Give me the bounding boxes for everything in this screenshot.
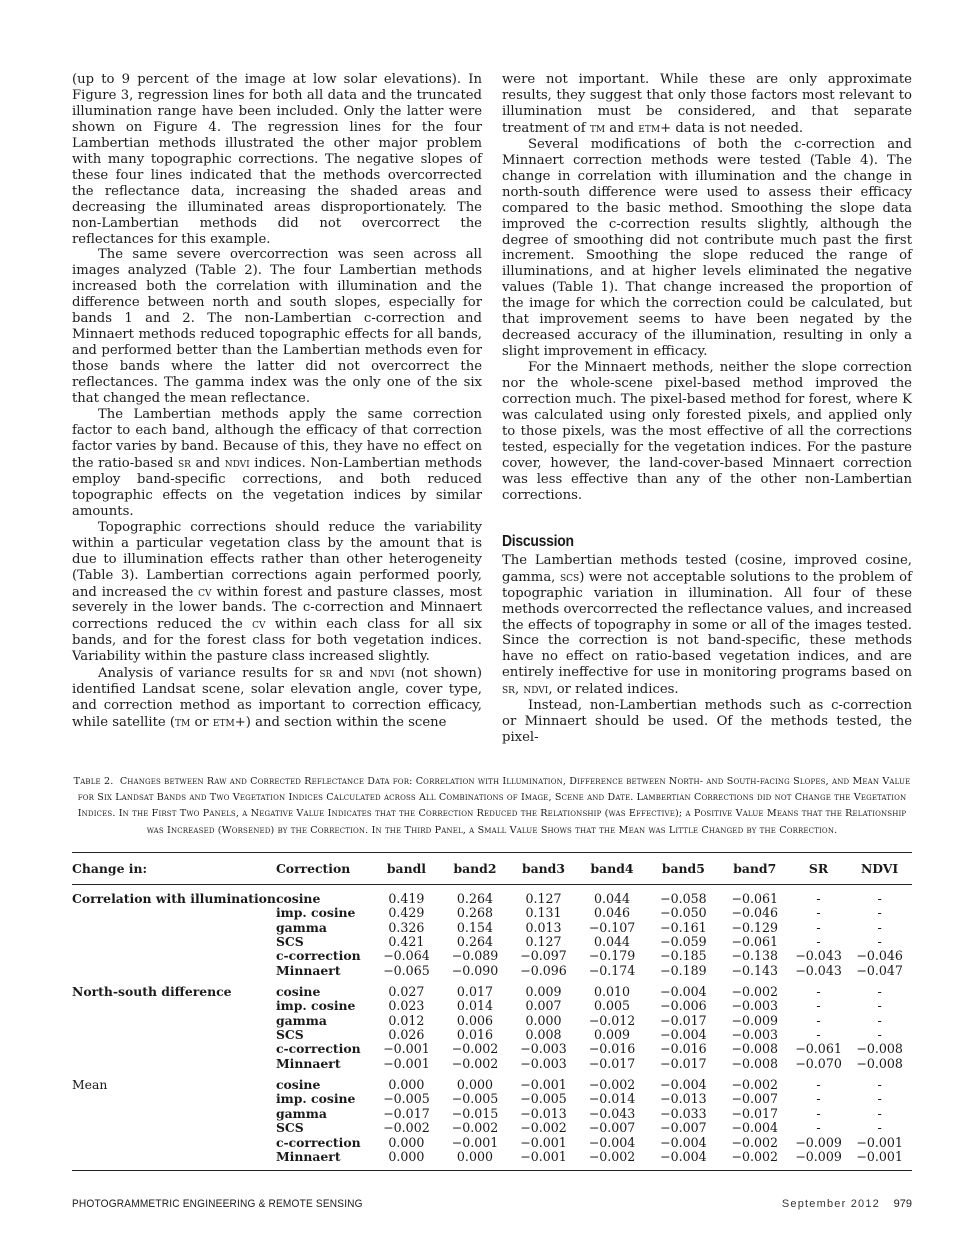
table-cell: −0.003 xyxy=(731,1027,778,1043)
left-paragraph: The Lambertian methods apply the same correction factor to each band, although the efficacy of that correction factor varies by band. Because of this, they have no effect on the ratio-based sr and ndvi indices. Non-Lambertian methods employ band-specific corrections, and both reduced topographic effects on the vegetation indices by similar amounts. xyxy=(72,407,482,519)
panel-label xyxy=(72,935,276,949)
table-cell: −0.017 xyxy=(660,1055,707,1071)
table-panel xyxy=(72,885,912,979)
table-cell: −0.001 xyxy=(383,1041,430,1057)
panel-label xyxy=(72,999,276,1013)
correction-method: gamma xyxy=(275,919,327,935)
table-cell: 0.017 xyxy=(456,984,493,1000)
table-cell: −0.043 xyxy=(795,948,842,964)
table-cell: - xyxy=(877,1091,882,1107)
table-cell: −0.004 xyxy=(660,1077,707,1093)
table-row xyxy=(72,1150,912,1171)
table-panel xyxy=(72,1071,912,1171)
table-cell: −0.033 xyxy=(660,1105,707,1121)
page-footer xyxy=(72,1198,912,1218)
table-cell: - xyxy=(816,934,821,950)
table-cell: −0.161 xyxy=(660,919,707,935)
table-cell: −0.001 xyxy=(383,1055,430,1071)
table-cell: −0.003 xyxy=(520,1055,567,1071)
table-cell: - xyxy=(816,919,821,935)
table-cell: 0.010 xyxy=(593,984,631,1000)
correction-method: gamma xyxy=(275,1012,327,1028)
table-cell: −0.107 xyxy=(588,919,636,935)
table-cell: - xyxy=(877,1027,882,1043)
table-cell: −0.001 xyxy=(856,1134,903,1150)
table-cell: −0.004 xyxy=(660,1148,707,1164)
table-cell: −0.096 xyxy=(520,962,567,978)
table-cell: 0.000 xyxy=(388,1134,425,1150)
column-header: band3 xyxy=(521,861,565,876)
table-cell: −0.043 xyxy=(795,962,842,978)
panel-label xyxy=(72,1092,276,1106)
table-cell: −0.097 xyxy=(520,948,567,964)
table-cell: - xyxy=(877,1105,882,1121)
correction-method: c-correction xyxy=(275,1041,361,1057)
table-cell: - xyxy=(877,1120,882,1136)
table-cell: −0.004 xyxy=(660,1027,707,1043)
panel-label xyxy=(72,1042,276,1056)
table-cell: −0.061 xyxy=(731,934,778,950)
table-cell: 0.326 xyxy=(388,919,425,935)
table-cell: −0.090 xyxy=(451,962,499,978)
results-paragraph: For the Minnaert methods, neither the slope correction nor the whole-scene pixel-based method improved the correction much. The pixel-based method for forest, where K was calculated using only forested pixels, and applied only to those pixels, was the most effective of all the corrections tested, especially for the vegetation indices. For the pasture cover, however, the land-cover-based Minnaert correction was less effective than any of the other non-Lambertian corrections. xyxy=(502,360,912,503)
table-row xyxy=(72,1107,912,1121)
table-cell: −0.046 xyxy=(856,948,903,964)
table-row xyxy=(72,999,912,1013)
table-cell: −0.089 xyxy=(451,948,499,964)
table-cell: −0.005 xyxy=(383,1091,430,1107)
table-cell: 0.027 xyxy=(388,984,425,1000)
column-header: SR xyxy=(808,861,829,876)
table-row xyxy=(72,1014,912,1028)
correction-method: cosine xyxy=(275,984,321,1000)
table-cell: −0.043 xyxy=(588,1105,636,1121)
table-cell: −0.046 xyxy=(731,905,778,921)
table-cell: 0.044 xyxy=(593,891,631,906)
table-cell: - xyxy=(816,998,821,1014)
left-text-column xyxy=(72,72,482,731)
left-paragraph: The same severe overcorrection was seen across all images analyzed (Table 2). The four Lambertian methods increased both the correlation with illumination and the difference between north and south slopes, especially for bands 1 and 2. The non-Lambertian c-correction and Minnaert methods reduced topographic effects for all bands, and performed better than the Lambertian methods even for those bands where the latter did not overcorrect the reflectances. The gamma index was the only one of the six that changed the mean reflectance. xyxy=(72,247,482,407)
table-cell: 0.000 xyxy=(388,1148,425,1164)
table-cell: −0.002 xyxy=(731,984,778,1000)
table-cell: −0.185 xyxy=(660,948,707,964)
table-cell: −0.002 xyxy=(451,1120,499,1136)
table-cell: −0.006 xyxy=(660,998,707,1014)
table-cell: −0.058 xyxy=(660,891,707,906)
table-cell: 0.009 xyxy=(525,984,562,1000)
table-cell: −0.015 xyxy=(451,1105,499,1121)
table-row xyxy=(72,885,912,907)
column-header: Correction xyxy=(275,861,351,876)
table-panel xyxy=(72,978,912,1071)
discussion-body xyxy=(502,553,912,746)
table-cell: 0.127 xyxy=(525,891,562,906)
column-header: band2 xyxy=(453,861,497,876)
left-paragraph: Topographic corrections should reduce the variability within a particular vegetation class by the amount that is due to illumination effects rather than other heterogeneity (Table 3). Lambertian corrections again performed poorly, and increased the cv within forest and pasture classes, most severely in the lower bands. The c-correction and Minnaert corrections reduced the cv within each class for all six bands, and for the forest class for both vegetation indices. Variability within the pasture class increased slightly. xyxy=(72,519,482,665)
table-cell: −0.143 xyxy=(731,962,778,978)
table-cell: −0.007 xyxy=(588,1120,636,1136)
correction-method: SCS xyxy=(275,1120,304,1136)
discussion-heading: Discussion xyxy=(502,532,574,550)
table-cell: 0.046 xyxy=(593,905,631,921)
table-cell: - xyxy=(877,934,882,950)
table-header-row xyxy=(72,853,912,885)
discussion-paragraph: The Lambertian methods tested (cosine, improved cosine, gamma, scs) were not acceptable solutions to the problem of topographic variation in illumination. All four of these methods overcorrected the reflectance values, and increased the effects of topography in some or all of the images tested. Since the correction is not band-specific, these methods have no effect on ratio-based vegetation indices, and are entirely ineffective for use in monitoring programs based on sr, ndvi, or related indices. xyxy=(502,552,912,698)
table-cell: - xyxy=(816,1012,821,1028)
table-cell: - xyxy=(877,891,882,906)
correction-method: SCS xyxy=(275,934,304,950)
table-row xyxy=(72,1028,912,1042)
panel-label xyxy=(72,1150,276,1171)
table-cell: −0.004 xyxy=(660,984,707,1000)
table-cell: −0.002 xyxy=(731,1148,778,1164)
table-cell: 0.016 xyxy=(456,1027,493,1043)
table-cell: −0.061 xyxy=(731,891,778,906)
table-cell: 0.419 xyxy=(388,891,425,906)
table-cell: −0.008 xyxy=(731,1041,778,1057)
table-cell: −0.017 xyxy=(660,1012,707,1028)
table-cell: −0.174 xyxy=(588,962,636,978)
table-cell: −0.008 xyxy=(856,1055,903,1071)
table-row xyxy=(72,1136,912,1150)
table-row xyxy=(72,1071,912,1092)
table-cell: 0.268 xyxy=(456,905,493,921)
table-cell: - xyxy=(816,905,821,921)
panel-label xyxy=(72,964,276,978)
table-cell: - xyxy=(877,998,882,1014)
panel-label: Mean xyxy=(72,1077,108,1093)
table-cell: - xyxy=(816,1091,821,1107)
table-cell: −0.017 xyxy=(588,1055,636,1071)
panel-label xyxy=(72,1121,276,1135)
table-cell: −0.001 xyxy=(856,1148,903,1164)
table-cell: −0.059 xyxy=(660,934,707,950)
table-cell: 0.013 xyxy=(525,919,562,935)
table-cell: 0.421 xyxy=(388,934,425,950)
table-cell: −0.001 xyxy=(451,1134,499,1150)
table-cell: 0.000 xyxy=(525,1012,562,1028)
column-header: bandl xyxy=(386,861,426,876)
left-paragraph: Analysis of variance results for sr and ndvi (not shown) identified Landsat scene, solar elevation angle, cover type, and correction method as important to correction efficacy, while satellite (tm or etm+) and section within the scene xyxy=(72,665,482,731)
correction-method: Minnaert xyxy=(275,962,341,978)
table-cell: −0.012 xyxy=(588,1012,636,1028)
table-cell: −0.002 xyxy=(383,1120,430,1136)
left-paragraph: (up to 9 percent of the image at low solar elevations). In Figure 3, regression lines for both all data and the truncated illumination range have been included. Only the latter were shown on Figure 4. The regression lines for the four Lambertian methods illustrated the other major problem with many topographic corrections. The negative slopes of these four lines indicated that the methods overcorrected the reflectance data, increasing the shaded areas and decreasing the illuminated areas disproportionately. The non-Lambertian methods did not overcorrect the reflectances for this example. xyxy=(72,72,482,247)
panel-label xyxy=(72,1107,276,1121)
table-cell: −0.001 xyxy=(520,1148,567,1164)
table-cell: 0.000 xyxy=(388,1077,425,1093)
table-cell: 0.264 xyxy=(456,934,493,950)
table-cell: - xyxy=(877,1077,882,1093)
table-cell: - xyxy=(877,919,882,935)
table-cell: - xyxy=(816,1027,821,1043)
table-cell: −0.064 xyxy=(383,948,430,964)
table-cell: 0.012 xyxy=(388,1012,425,1028)
correction-method: Minnaert xyxy=(275,1055,341,1071)
table-cell: 0.005 xyxy=(593,998,631,1014)
table-row xyxy=(72,1057,912,1071)
table-cell: −0.009 xyxy=(795,1148,842,1164)
panel-label xyxy=(72,1136,276,1150)
column-header: NDVI xyxy=(860,861,899,876)
correction-method: c-correction xyxy=(275,1134,361,1150)
panel-label xyxy=(72,906,276,920)
panel-label: North-south difference xyxy=(72,984,232,1000)
table-cell: - xyxy=(877,905,882,921)
issue-date: September 2012 xyxy=(781,1198,880,1210)
table-caption-text: Changes between Raw and Corrected Reflectance Data for: Correlation with Illumination, Difference between North- and South-facing Slopes, and Mean Value for Six Landsat Bands and Two Vegetation Indices Calculated across All Combinations of Image, Scene and Date. Lambertian Corrections did not Change the Vegetation Indices. In the First Two Panels, a Negative Value Indicates that the Correction Reduced the Relationship (was Effective); a Positive Value Means that the Relationship was Increased (Worsened) by the Correction. In the Third Panel, a Small Value Shows that the Mean was Little Changed by the Correction. xyxy=(77,776,911,836)
table-cell: −0.065 xyxy=(383,962,430,978)
correction-method: imp. cosine xyxy=(275,905,356,921)
table-cell: −0.004 xyxy=(588,1134,636,1150)
table-cell: - xyxy=(877,984,882,1000)
table-cell: - xyxy=(816,891,821,906)
table-cell: 0.006 xyxy=(456,1012,493,1028)
table-cell: - xyxy=(816,984,821,1000)
table-cell: −0.002 xyxy=(451,1041,499,1057)
table-cell: 0.007 xyxy=(525,998,562,1014)
table-cell: −0.047 xyxy=(856,962,903,978)
table-cell: −0.004 xyxy=(660,1134,707,1150)
table-row xyxy=(72,921,912,935)
table-cell: 0.000 xyxy=(456,1077,493,1093)
table-row xyxy=(72,1121,912,1135)
table-cell: −0.002 xyxy=(731,1134,778,1150)
table-cell: −0.050 xyxy=(660,905,707,921)
table-cell: 0.127 xyxy=(525,934,562,950)
correction-method: c-correction xyxy=(275,948,361,964)
table-cell: −0.003 xyxy=(731,998,778,1014)
panel-label xyxy=(72,921,276,935)
table-cell: - xyxy=(816,1077,821,1093)
table-cell: −0.017 xyxy=(731,1105,778,1121)
table-cell: 0.000 xyxy=(456,1148,493,1164)
table-cell: 0.429 xyxy=(388,905,425,921)
correction-method: imp. cosine xyxy=(275,1091,356,1107)
table-row xyxy=(72,1042,912,1056)
table-cell: - xyxy=(877,1012,882,1028)
table-row xyxy=(72,949,912,963)
table-cell: −0.009 xyxy=(795,1134,842,1150)
table-cell: −0.129 xyxy=(731,919,778,935)
panel-label xyxy=(72,1014,276,1028)
table-cell: −0.007 xyxy=(660,1120,707,1136)
table-cell: −0.002 xyxy=(731,1077,778,1093)
table-cell: 0.026 xyxy=(388,1027,425,1043)
table-row xyxy=(72,978,912,999)
table-cell: −0.009 xyxy=(731,1012,778,1028)
column-header: Change in: xyxy=(72,861,148,876)
panel-label xyxy=(72,1057,276,1071)
table-row xyxy=(72,1092,912,1106)
table-row xyxy=(72,935,912,949)
table-cell: −0.138 xyxy=(731,948,778,964)
table-cell: 0.264 xyxy=(456,891,493,906)
table-cell: −0.004 xyxy=(731,1120,778,1136)
panel-label xyxy=(72,1028,276,1042)
table-cell: −0.005 xyxy=(451,1091,499,1107)
table-cell: −0.003 xyxy=(520,1041,567,1057)
table-cell: −0.002 xyxy=(451,1055,499,1071)
table-cell: −0.005 xyxy=(520,1091,567,1107)
table-cell: 0.008 xyxy=(525,1027,562,1043)
results-paragraph: Several modifications of both the c-correction and Minnaert correction methods were tested (Table 4). The change in correlation with illumination and the change in north-south difference were used to assess their efficacy compared to the basic method. Smoothing the slope data improved the c-correction results slightly, although the degree of smoothing did not contribute much past the first increment. Smoothing the slope reduced the range of illuminations, and at higher levels eliminated the negative values (Table 1). That change increased the proportion of the image for which the correction could be calculated, but that improvement seems to have been negated by the decreased accuracy of the illumination, resulting in only a slight improvement in efficacy. xyxy=(502,136,912,360)
table-cell: −0.070 xyxy=(795,1055,842,1071)
results-continued xyxy=(502,72,912,504)
table-cell: 0.044 xyxy=(593,934,631,950)
column-header: band5 xyxy=(661,861,705,876)
table-row xyxy=(72,906,912,920)
table-cell: −0.179 xyxy=(588,948,636,964)
column-header: band7 xyxy=(733,861,777,876)
table-cell: 0.023 xyxy=(388,998,425,1014)
table-cell: −0.002 xyxy=(588,1148,636,1164)
table-cell: - xyxy=(816,1105,821,1121)
correction-method: gamma xyxy=(275,1105,327,1121)
table-cell: −0.007 xyxy=(731,1091,778,1107)
panel-label xyxy=(72,949,276,963)
correction-method: SCS xyxy=(275,1027,304,1043)
table-cell: 0.154 xyxy=(456,919,493,935)
column-header: band4 xyxy=(590,861,634,876)
table-cell: −0.013 xyxy=(520,1105,567,1121)
journal-name: PHOTOGRAMMETRIC ENGINEERING & REMOTE SENSING xyxy=(72,1198,363,1210)
table-cell: −0.013 xyxy=(660,1091,707,1107)
table-cell: −0.016 xyxy=(660,1041,707,1057)
results-table xyxy=(72,852,912,1171)
correction-method: imp. cosine xyxy=(275,998,356,1014)
correction-method: cosine xyxy=(275,891,321,906)
panel-label: Correlation with illumination xyxy=(72,891,276,906)
correction-method: Minnaert xyxy=(275,1148,341,1164)
table-cell: −0.189 xyxy=(660,962,707,978)
table-cell: −0.001 xyxy=(520,1134,567,1150)
table-cell: - xyxy=(816,1120,821,1136)
right-text-column xyxy=(502,72,912,746)
table-cell: −0.001 xyxy=(520,1077,567,1093)
table-cell: −0.017 xyxy=(383,1105,430,1121)
discussion-paragraph: Instead, non-Lambertian methods such as c-correction or Minnaert should be used. Of the methods tested, the pixel- xyxy=(502,698,912,746)
table-cell: 0.131 xyxy=(525,905,562,921)
table-cell: −0.002 xyxy=(588,1077,636,1093)
table-row xyxy=(72,964,912,978)
table-cell: −0.061 xyxy=(795,1041,842,1057)
table-2 xyxy=(72,852,912,1171)
table-cell: −0.008 xyxy=(856,1041,903,1057)
correction-method: cosine xyxy=(275,1077,321,1093)
table-cell: −0.014 xyxy=(588,1091,636,1107)
table-caption-label: Table 2. xyxy=(73,776,114,787)
table-cell: −0.002 xyxy=(520,1120,567,1136)
table-caption xyxy=(72,774,912,839)
table-cell: 0.014 xyxy=(456,998,493,1014)
table-cell: 0.009 xyxy=(593,1027,631,1043)
table-cell: −0.016 xyxy=(588,1041,636,1057)
page-number: 979 xyxy=(893,1198,912,1210)
results-paragraph: were not important. While these are only approximate results, they suggest that only those factors most relevant to illumination must be considered, and that separate treatment of tm and etm+ data is not needed. xyxy=(502,72,912,136)
table-cell: −0.008 xyxy=(731,1055,778,1071)
